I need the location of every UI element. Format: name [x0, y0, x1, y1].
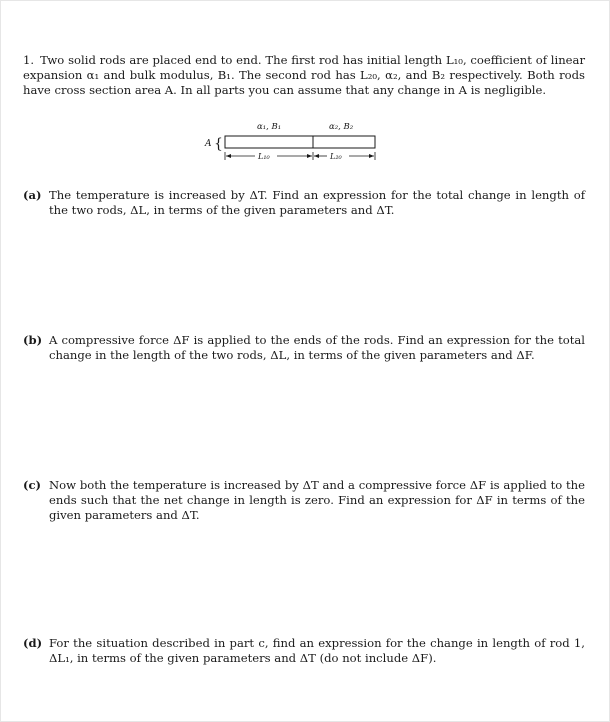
area-brace: {: [214, 136, 223, 152]
part-b-label: (b): [23, 333, 43, 347]
part-d: [23, 636, 585, 666]
problem-intro: [23, 53, 585, 98]
part-a-label: (a): [23, 188, 42, 202]
rod1-properties-label: α₁, B₁: [257, 122, 282, 132]
part-c-text: Now both the temperature is increased by ΔT and a compressive force ΔF is applied to the ends such that the net change in length is zero. Find an expression for ΔF in terms of the given parameters and ΔT.: [49, 478, 585, 522]
part-a: [23, 188, 585, 218]
length1-arrowhead-right: [307, 154, 312, 158]
problem-number: 1.: [23, 53, 35, 67]
rods-diagram-svg: [201, 119, 391, 167]
part-b-text: A compressive force ΔF is applied to the ends of the rods. Find an expression for the total change in the length of the two rods, ΔL, in terms of the given parameters and ΔF.: [49, 333, 585, 362]
length2-arrowhead-right: [369, 154, 374, 158]
part-b: [23, 333, 585, 363]
rod2: [313, 136, 375, 148]
length1-arrowhead-left: [226, 154, 231, 158]
part-a-text: The temperature is increased by ΔT. Find an expression for the total change in length of the two rods, ΔL, in terms of the given parameters and ΔT.: [49, 188, 585, 217]
rod2-properties-label: α₂, B₂: [329, 122, 354, 132]
part-c: [23, 478, 585, 523]
part-d-label: (d): [23, 636, 43, 650]
part-c-label: (c): [23, 478, 42, 492]
length2-arrowhead-left: [314, 154, 319, 158]
rod1: [225, 136, 313, 148]
rods-diagram: [201, 119, 391, 167]
length2-label: L₂₀: [330, 152, 342, 161]
area-label: A: [205, 139, 212, 149]
part-d-text: For the situation described in part c, find an expression for the change in length of rod 1, ΔL₁, in terms of the given parameters and ΔT (do not include ΔF).: [49, 636, 585, 665]
problem-intro-text: Two solid rods are placed end to end. The first rod has initial length L₁₀, coefficient of linear expansion α₁ and bulk modulus, B₁. The second rod has L₂₀, α₂, and B₂ respectively. Both rods have cross section area A. In all parts you can assume that any change in A is negligible.: [23, 53, 585, 97]
length1-label: L₁₀: [258, 152, 270, 161]
